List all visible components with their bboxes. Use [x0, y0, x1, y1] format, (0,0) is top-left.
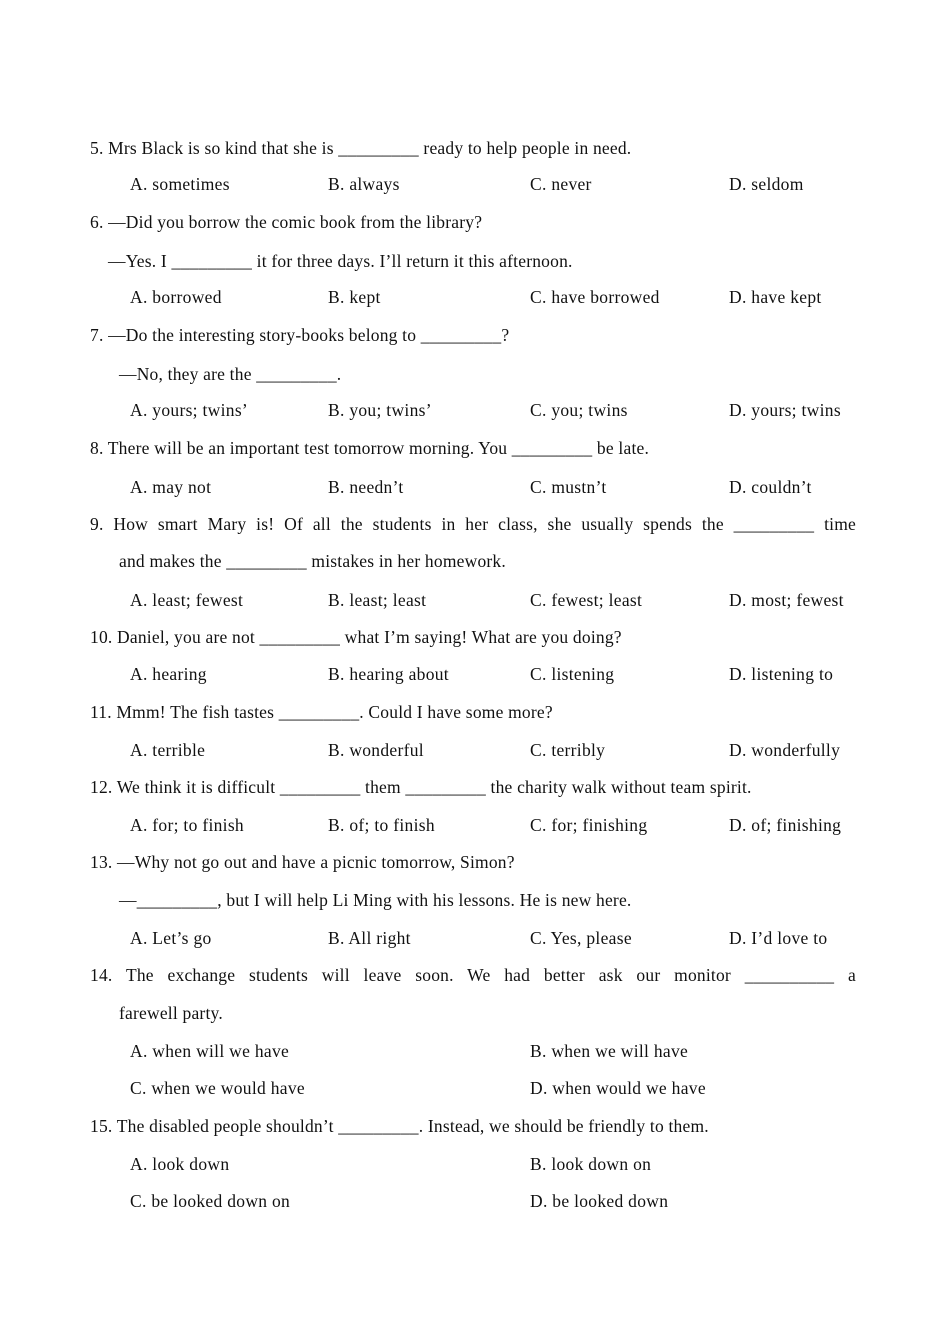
q8-option-c: C. mustn’t: [530, 477, 607, 497]
q5-option-c: C. never: [530, 174, 592, 194]
q7-option-b: B. you; twins’: [328, 400, 432, 420]
q8-option-d: D. couldn’t: [729, 477, 812, 497]
q11-option-b: B. wonderful: [328, 740, 424, 760]
q8-option-b: B. needn’t: [328, 477, 404, 497]
q9-option-b: B. least; least: [328, 590, 427, 610]
q10-option-b: B. hearing about: [328, 664, 449, 684]
q12-option-a: A. for; to finish: [130, 815, 244, 835]
q6-option-b: B. kept: [328, 287, 381, 307]
question-15: 15. The disabled people shouldn’t _________. Instead, we should be friendly to them.: [90, 1116, 709, 1136]
q9-option-d: D. most; fewest: [729, 590, 844, 610]
question-13-reply: —_________, but I will help Li Ming with his lessons. He is new here.: [119, 890, 632, 910]
question-7-reply: —No, they are the _________.: [119, 364, 342, 384]
q5-option-b: B. always: [328, 174, 400, 194]
question-5: 5. Mrs Black is so kind that she is _________ ready to help people in need.: [90, 138, 632, 158]
q9-option-c: C. fewest; least: [530, 590, 643, 610]
question-6: 6. —Did you borrow the comic book from the library?: [90, 212, 483, 232]
q11-option-c: C. terribly: [530, 740, 606, 760]
question-14-continued: farewell party.: [119, 1003, 223, 1023]
q6-option-d: D. have kept: [729, 287, 822, 307]
q7-option-d: D. yours; twins: [729, 400, 841, 420]
question-7: 7. —Do the interesting story-books belong to _________?: [90, 325, 510, 345]
q9-option-a: A. least; fewest: [130, 590, 244, 610]
q14-option-c: C. when we would have: [130, 1078, 305, 1098]
q10-option-a: A. hearing: [130, 664, 207, 684]
q13-option-b: B. All right: [328, 928, 411, 948]
q13-option-d: D. I’d love to: [729, 928, 828, 948]
question-12: 12. We think it is difficult _________ them _________ the charity walk without team spirit.: [90, 777, 752, 797]
q13-option-c: C. Yes, please: [530, 928, 632, 948]
q14-option-b: B. when we will have: [530, 1041, 689, 1061]
q10-option-d: D. listening to: [729, 664, 834, 684]
question-14: 14. The exchange students will leave soon. We had better ask our monitor __________ a: [90, 965, 856, 985]
question-6-reply: —Yes. I _________ it for three days. I’ll return it this afternoon.: [108, 251, 573, 271]
q10-option-c: C. listening: [530, 664, 615, 684]
q13-option-a: A. Let’s go: [130, 928, 212, 948]
q8-option-a: A. may not: [130, 477, 212, 497]
q6-option-a: A. borrowed: [130, 287, 222, 307]
q11-option-d: D. wonderfully: [729, 740, 841, 760]
q7-option-a: A. yours; twins’: [130, 400, 249, 420]
q12-option-c: C. for; finishing: [530, 815, 648, 835]
q7-option-c: C. you; twins: [530, 400, 628, 420]
q11-option-a: A. terrible: [130, 740, 206, 760]
q15-option-b: B. look down on: [530, 1154, 652, 1174]
question-8: 8. There will be an important test tomorrow morning. You _________ be late.: [90, 438, 650, 458]
q5-option-a: A. sometimes: [130, 174, 230, 194]
q5-option-d: D. seldom: [729, 174, 804, 194]
q6-option-c: C. have borrowed: [530, 287, 660, 307]
question-13: 13. —Why not go out and have a picnic tomorrow, Simon?: [90, 852, 515, 872]
q15-option-a: A. look down: [130, 1154, 230, 1174]
question-9-continued: and makes the _________ mistakes in her homework.: [119, 551, 506, 571]
q12-option-b: B. of; to finish: [328, 815, 435, 835]
q12-option-d: D. of; finishing: [729, 815, 842, 835]
q15-option-c: C. be looked down on: [130, 1191, 291, 1211]
question-9: 9. How smart Mary is! Of all the students in her class, she usually spends the _________ time: [90, 514, 856, 534]
question-10: 10. Daniel, you are not _________ what I’m saying! What are you doing?: [90, 627, 622, 647]
q14-option-a: A. when will we have: [130, 1041, 290, 1061]
question-11: 11. Mmm! The fish tastes _________. Could I have some more?: [90, 702, 553, 722]
q15-option-d: D. be looked down: [530, 1191, 669, 1211]
q14-option-d: D. when would we have: [530, 1078, 706, 1098]
